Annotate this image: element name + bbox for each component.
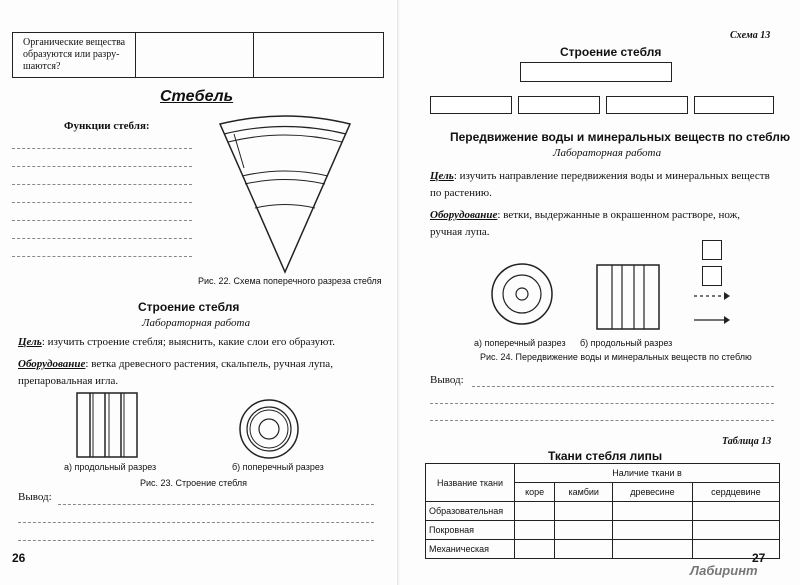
scheme-box-4 xyxy=(694,96,774,114)
table-row xyxy=(426,502,780,521)
fig22-caption: Рис. 22. Схема поперечного разреза стебля xyxy=(198,276,382,286)
conclusion-label-right: Вывод: xyxy=(430,374,464,386)
equipment-text-right: : ветки, выдержанные в окрашенном растворе, нож, ручная лупа. xyxy=(430,209,740,238)
table-col-1: коре xyxy=(515,483,555,502)
watermark: Лабиринт xyxy=(690,563,758,578)
fig24-b: б) продольный разрез xyxy=(580,338,673,348)
goal-line-right xyxy=(430,168,770,202)
table-row xyxy=(426,540,780,559)
lab-subtitle: Лабораторная работа xyxy=(142,317,251,329)
legend-arrows xyxy=(692,290,732,330)
equipment-line-right xyxy=(430,207,770,241)
fig24-a: а) поперечный разрез xyxy=(474,338,566,348)
fig23-b: б) поперечный разрез xyxy=(232,462,324,472)
page-number-left: 26 xyxy=(12,551,26,565)
page-number-right: 27 xyxy=(752,551,766,565)
scheme-label: Схема 13 xyxy=(730,30,771,41)
goal-label: Цель xyxy=(18,336,42,348)
top-table-question: Органические вещества образуются или разру-шаются? xyxy=(23,37,126,72)
table-row-label: Покровная xyxy=(426,521,515,540)
scheme-box-2 xyxy=(518,96,600,114)
table-header-presence: Наличие ткани в xyxy=(515,464,780,483)
section-title: Стебель xyxy=(160,88,234,105)
goal-line xyxy=(18,336,388,348)
equipment-label-right: Оборудование xyxy=(430,209,498,221)
table-row xyxy=(426,521,780,540)
goal-text-right: : изучить направление передвижения воды и минеральных веществ по растению. xyxy=(430,170,770,199)
stem-wedge-diagram xyxy=(210,110,360,275)
cross-section-diagram xyxy=(238,398,300,460)
table-label: Таблица 13 xyxy=(722,436,772,447)
tissues-table xyxy=(425,463,780,559)
legend-box-2 xyxy=(702,266,722,286)
goal-text: : изучить строение стебля; выяснить, какие слои его образуют. xyxy=(41,336,335,348)
conclusion-label: Вывод: xyxy=(18,491,52,503)
table-row-label: Образовательная xyxy=(426,502,515,521)
table-col-3: древесине xyxy=(613,483,693,502)
equipment-text: : ветка древесного растения, скальпель, ручная лупа, препаровальная игла. xyxy=(18,358,333,387)
scheme-box-top xyxy=(520,62,672,82)
equipment-label: Оборудование xyxy=(18,358,86,370)
table-row-label: Механическая xyxy=(426,540,515,559)
equipment-line xyxy=(18,356,370,390)
fig24-longitudinal-section xyxy=(596,264,660,330)
movement-title: Передвижение воды и минеральных веществ по стеблю xyxy=(450,130,791,144)
scheme-box-1 xyxy=(430,96,512,114)
fig24-cross-section xyxy=(490,262,554,326)
movement-subtitle: Лабораторная работа xyxy=(553,147,662,159)
fig23-caption: Рис. 23. Строение стебля xyxy=(140,478,247,488)
functions-label: Функции стебля: xyxy=(64,120,150,132)
scheme-title: Строение стебля xyxy=(560,45,662,59)
top-table xyxy=(12,32,384,78)
scheme-box-3 xyxy=(606,96,688,114)
table-title: Ткани стебля липы xyxy=(548,449,663,463)
goal-label-right: Цель xyxy=(430,170,454,182)
fig23-a: а) продольный разрез xyxy=(64,462,157,472)
longitudinal-section-diagram xyxy=(76,392,138,458)
table-header-name: Название ткани xyxy=(426,464,515,502)
table-col-4: сердцевине xyxy=(692,483,779,502)
legend-box-1 xyxy=(702,240,722,260)
table-col-2: камбии xyxy=(555,483,613,502)
lab-title: Строение стебля xyxy=(138,300,240,314)
fig24-caption: Рис. 24. Передвижение воды и минеральных веществ по стеблю xyxy=(480,352,752,362)
